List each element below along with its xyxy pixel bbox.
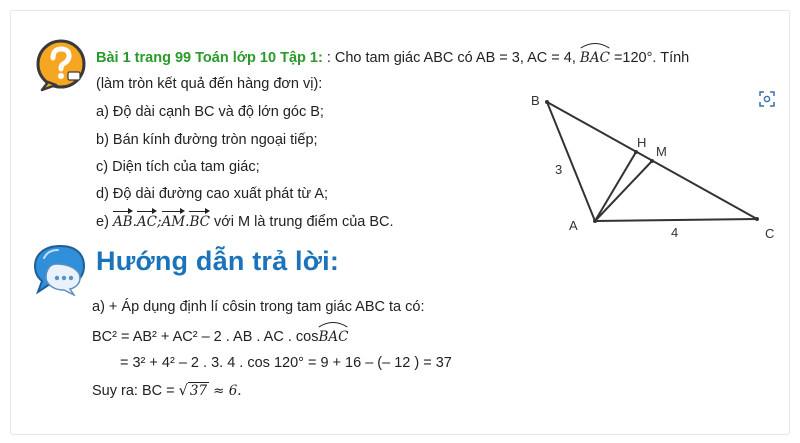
problem-item-c: c) Diện tích của tam giác; xyxy=(96,159,260,175)
point-m xyxy=(650,159,654,163)
dot-2: . xyxy=(185,214,190,230)
vector-ac: AC xyxy=(136,214,157,230)
answer-angle-label: BAC xyxy=(318,329,349,345)
altitude-ah xyxy=(595,152,636,221)
sqrt-radicand: 37 xyxy=(189,383,208,399)
label-a: A xyxy=(569,218,578,233)
triangle-figure xyxy=(525,88,785,243)
vector-bc: BC xyxy=(189,214,210,230)
answer-line-2 xyxy=(92,326,348,346)
problem-line-2: (làm tròn kết quả đến hàng đơn vị): xyxy=(96,76,323,92)
point-c xyxy=(755,217,759,221)
label-m: M xyxy=(656,144,667,159)
answer-line-2-prefix: BC² = AB² + AC² – 2 . AB . AC . cos xyxy=(92,329,319,345)
label-side-ab: 3 xyxy=(555,162,563,177)
question-bubble-icon xyxy=(34,38,88,92)
vector-am: AM xyxy=(161,214,186,230)
problem-item-e xyxy=(96,213,394,231)
problem-line-1 xyxy=(96,47,689,67)
label-b: B xyxy=(531,93,540,108)
label-h: H xyxy=(637,135,647,150)
dot-1: . xyxy=(132,214,137,230)
answer-angle-bac xyxy=(318,326,348,346)
edge-ac xyxy=(595,219,757,221)
problem-item-b: b) Bán kính đường tròn ngoại tiếp; xyxy=(96,132,318,148)
label-side-ac: 4 xyxy=(671,225,679,240)
point-b xyxy=(545,100,549,104)
point-h xyxy=(634,150,638,154)
answer-line-1: a) + Áp dụng định lí côsin trong tam giác ABC ta có: xyxy=(92,299,425,315)
point-a xyxy=(593,219,597,223)
sqrt-expression: √ 37 xyxy=(178,383,208,399)
answer-line-4 xyxy=(92,382,242,400)
problem-item-a: a) Độ dài cạnh BC và độ lớn góc B; xyxy=(96,104,324,120)
median-am xyxy=(595,161,652,221)
answer-line-4-prefix: Suy ra: BC = xyxy=(92,383,175,399)
image-scan-icon[interactable] xyxy=(758,90,776,108)
answer-heading: Hướng dẫn trả lời: xyxy=(96,246,340,276)
chat-bubble-icon xyxy=(30,240,88,296)
problem-title: Bài 1 trang 99 Toán lớp 10 Tập 1: xyxy=(96,50,323,66)
angle-bac xyxy=(580,47,610,67)
problem-intro: : Cho tam giác ABC có AB = 3, AC = 4, xyxy=(326,50,576,66)
vector-ab: AB xyxy=(112,214,133,230)
angle-value: =120°. Tính xyxy=(613,50,690,66)
angle-hat-icon xyxy=(580,41,610,49)
answer-angle-hat-icon xyxy=(318,320,348,328)
angle-label: BAC xyxy=(579,50,610,66)
separator: ; xyxy=(157,214,162,230)
answer-line-4-suffix: ≈ 6. xyxy=(213,383,242,399)
problem-item-d: d) Độ dài đường cao xuất phát từ A; xyxy=(96,186,329,202)
answer-line-3: = 3² + 4² – 2 . 3. 4 . cos 120° = 9 + 16 – (– 12 ) = 37 xyxy=(120,355,452,371)
item-e-suffix: với M là trung điểm của BC. xyxy=(213,214,394,230)
item-e-prefix: e) xyxy=(96,214,109,230)
label-c: C xyxy=(765,226,775,241)
